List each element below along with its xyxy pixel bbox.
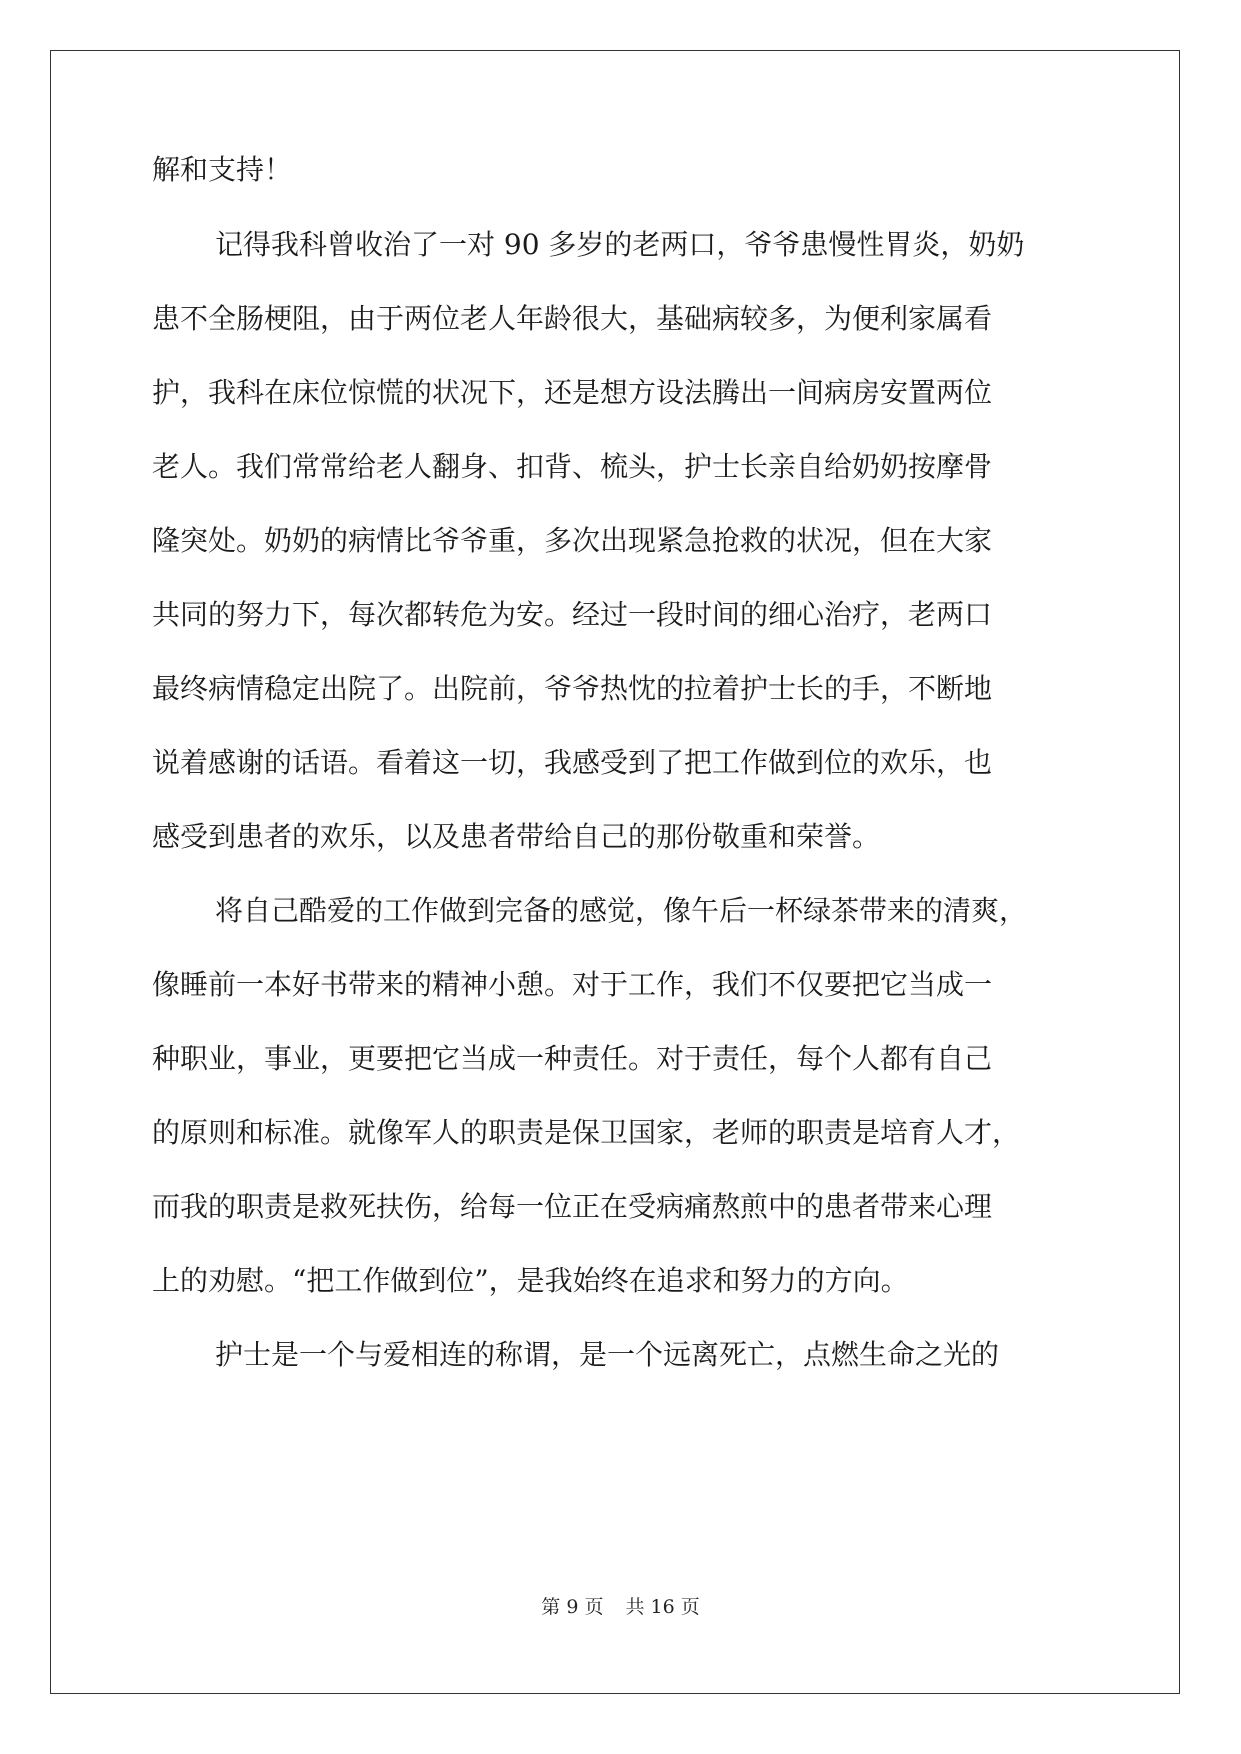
page-border <box>50 50 1180 1694</box>
text-line: 老人。我们常常给老人翻身、扣背、梳头，护士长亲自给奶奶按摩骨 <box>152 450 993 483</box>
text-line: 最终病情稳定出院了。出院前，爷爷热忱的拉着护士长的手，不断地 <box>152 672 993 705</box>
text-line: 上的劝慰。“把工作做到位”，是我始终在追求和努力的方向。 <box>152 1264 909 1297</box>
page-footer <box>0 1592 1241 1619</box>
page-number: 第 9 页 <box>541 1596 604 1618</box>
text-line: 种职业，事业，更要把它当成一种责任。对于责任，每个人都有自己 <box>152 1042 993 1075</box>
text-line: 感受到患者的欢乐，以及患者带给自己的那份敬重和荣誉。 <box>152 820 881 853</box>
text-line: 说着感谢的话语。看着这一切，我感受到了把工作做到位的欢乐，也 <box>152 746 993 779</box>
paragraph-start-line: 护士是一个与爱相连的称谓，是一个远离死亡，点燃生命之光的 <box>215 1338 1000 1371</box>
paragraph-start-line: 记得我科曾收治了一对 90 多岁的老两口，爷爷患慢性胃炎，奶奶 <box>215 228 1025 261</box>
text-line: 患不全肠梗阻，由于两位老人年龄很大，基础病较多，为便利家属看 <box>152 302 993 335</box>
text-line: 共同的努力下，每次都转危为安。经过一段时间的细心治疗，老两口 <box>152 598 993 631</box>
text-line: 隆突处。奶奶的病情比爷爷重，多次出现紧急抢救的状况，但在大家 <box>152 524 993 557</box>
text-line: 解和支持！ <box>152 153 293 186</box>
paragraph-start-line: 将自己酷爱的工作做到完备的感觉，像午后一杯绿茶带来的清爽， <box>215 894 1028 927</box>
text-line: 像睡前一本好书带来的精神小憩。对于工作，我们不仅要把它当成一 <box>152 968 993 1001</box>
page-total: 共 16 页 <box>625 1596 700 1618</box>
text-line: 护，我科在床位惊慌的状况下，还是想方设法腾出一间病房安置两位 <box>152 376 993 409</box>
text-line: 而我的职责是救死扶伤，给每一位正在受病痛熬煎中的患者带来心理 <box>152 1190 993 1223</box>
text-line: 的原则和标准。就像军人的职责是保卫国家，老师的职责是培育人才， <box>152 1116 1021 1149</box>
